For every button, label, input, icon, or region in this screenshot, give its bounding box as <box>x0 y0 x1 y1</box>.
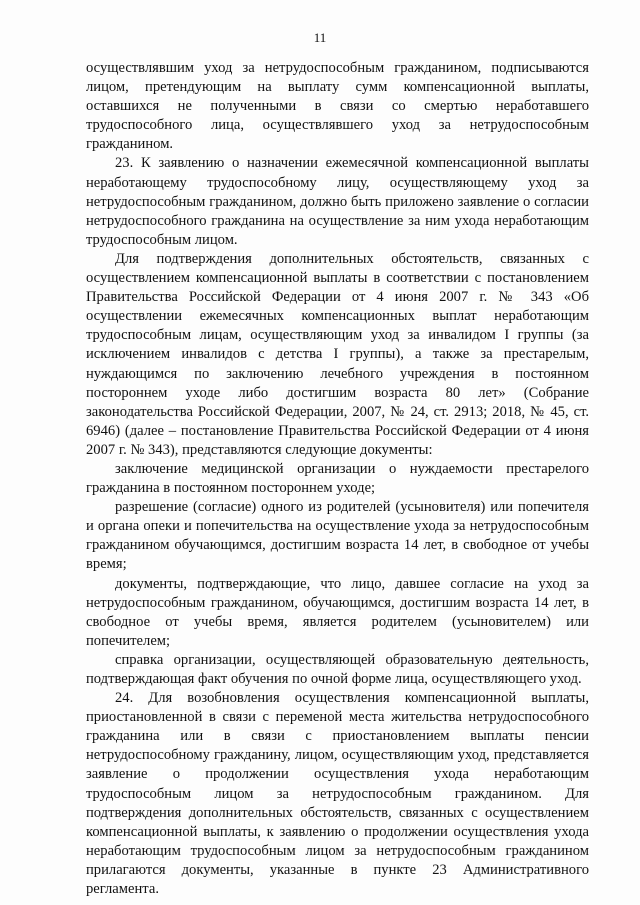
paragraph-additional-circumstances: Для подтверждения дополнительных обстоятельств, связанных с осуществлением компенсационной выплаты в соответствии с постановлением Правительства Российской Федерации от 4 июня 2007 г. № 343 «Об осуществлении ежемесячных компенсационных выплат неработающим трудоспособным лицам, осуществляющим уход за инвалидом I группы (за исключением инвалидов с детства I группы), а также за престарелым, нуждающимся по заключению лечебного учреждения в постоянном постороннем уходе либо достигшим возраста 80 лет» (Собрание законодательства Российской Федерации, 2007, № 24, ст. 2913; 2018, № 45, ст. 6946) (далее – постановление Правительства Российской Федерации от 4 июня 2007 г. № 343), представляются следующие документы: <box>86 250 589 458</box>
paragraph-continuation: осуществлявшим уход за нетрудоспособным гражданином, подписываются лицом, претендующим на выплату сумм компенсационной выплаты, оставшихся не полученными в связи со смертью неработавшего трудоспособного лица, осуществлявшего уход за нетрудоспособным гражданином. <box>86 60 589 153</box>
paragraph-education-certificate: справка организации, осуществляющей образовательную деятельность, подтверждающая факт обучения по очной форме лица, осуществляющего уход. <box>86 651 589 687</box>
document-body <box>86 59 589 899</box>
paragraph-parent-permission: разрешение (согласие) одного из родителей (усыновителя) или попечителя и органа опеки и попечительства на осуществление ухода за нетрудоспособным гражданином обучающимся, достигшим возраста 14 лет, в свободное от учебы время; <box>86 499 589 573</box>
paragraph-item-24: 24. Для возобновления осуществления компенсационной выплаты, приостановленной в связи с переменой места жительства нетрудоспособного гражданина или в связи с приостановлением выплаты пенсии нетрудоспособному гражданину, лицом, осуществляющим уход, представляется заявление о продолжении осуществления ухода неработающим трудоспособным лицом за нетрудоспособным гражданином. Для подтверждения дополнительных обстоятельств, связанных с осуществлением компенсационной выплаты, к заявлению о продолжении осуществления ухода неработающим трудоспособным лицом за нетрудоспособным гражданином прилагаются документы, указанные в пункте 23 Административного регламента. <box>86 690 589 898</box>
paragraph-documents-confirming: документы, подтверждающие, что лицо, давшее согласие на уход за нетрудоспособным гражданином, обучающимся, достигшим возраста 14 лет, в свободное от учебы время, является родителем (усыновителем) или попечителем; <box>86 575 589 649</box>
paragraph-medical-conclusion: заключение медицинской организации о нуждаемости престарелого гражданина в постоянном постороннем уходе; <box>86 460 589 497</box>
paragraph-item-23: 23. К заявлению о назначении ежемесячной компенсационной выплаты неработающему трудоспособному лицу, осуществляющему уход за нетрудоспособным гражданином, должно быть приложено заявление о согласии нетрудоспособного гражданина на осуществление за ним ухода неработающим трудоспособным лицом. <box>86 155 589 248</box>
page-number: 11 <box>313 30 327 45</box>
